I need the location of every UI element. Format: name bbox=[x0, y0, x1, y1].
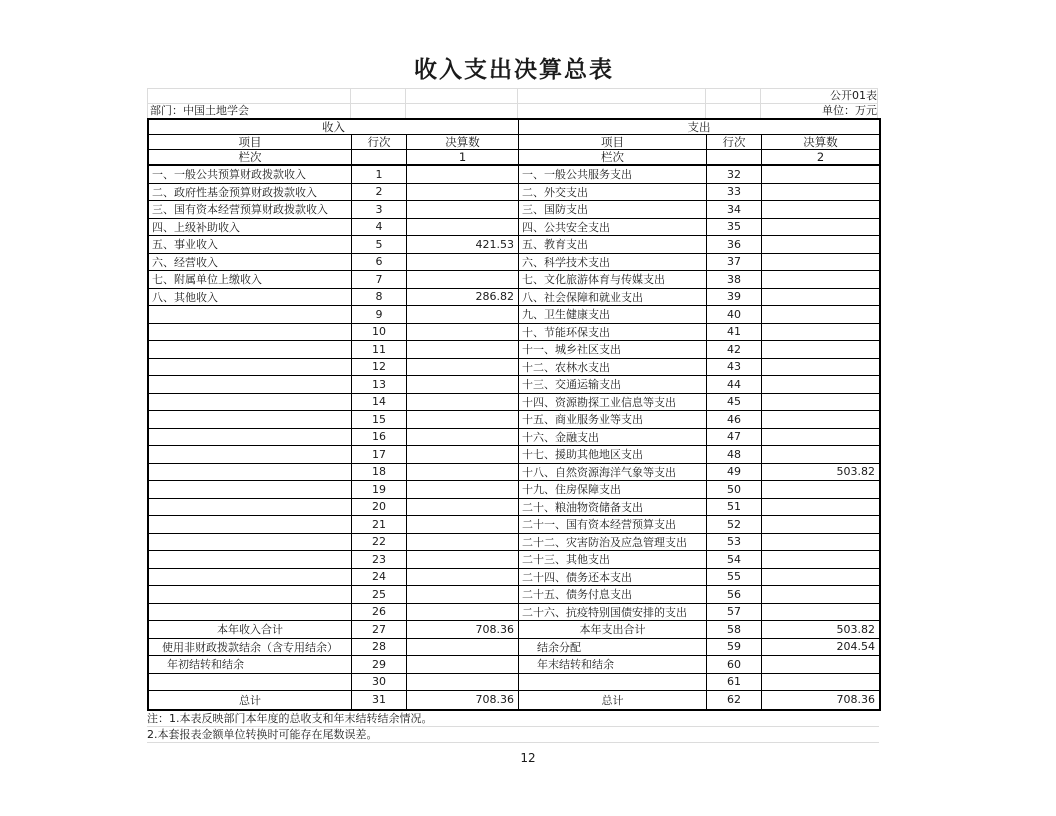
income-line-no-cell: 21 bbox=[352, 516, 407, 534]
expenditure-amount-cell bbox=[762, 516, 879, 534]
expenditure-line-no-cell: 53 bbox=[707, 534, 762, 552]
income-item-cell bbox=[149, 324, 352, 342]
income-amount-cell bbox=[407, 376, 519, 394]
expenditure-item-cell: 十三、交通运输支出 bbox=[519, 376, 707, 394]
expenditure-item-cell: 二十一、国有资本经营预算支出 bbox=[519, 516, 707, 534]
expenditure-item-cell: 六、科学技术支出 bbox=[519, 254, 707, 272]
income-line-no-cell: 13 bbox=[352, 376, 407, 394]
income-amount-cell bbox=[407, 446, 519, 464]
income-line-no-cell: 2 bbox=[352, 184, 407, 202]
income-amount-cell bbox=[407, 219, 519, 237]
expenditure-amount-cell bbox=[762, 376, 879, 394]
expenditure-line-no-cell: 60 bbox=[707, 656, 762, 674]
expenditure-line-no-cell: 46 bbox=[707, 411, 762, 429]
expenditure-item-cell: 年末结转和结余 bbox=[519, 656, 707, 674]
expenditure-item-cell: 二、外交支出 bbox=[519, 184, 707, 202]
income-line-no-cell: 23 bbox=[352, 551, 407, 569]
income-index-blank bbox=[352, 150, 407, 166]
expenditure-index-label: 栏次 bbox=[519, 150, 707, 166]
expenditure-line-no-cell: 42 bbox=[707, 341, 762, 359]
income-amount-cell bbox=[407, 254, 519, 272]
expenditure-index-number: 2 bbox=[762, 150, 879, 166]
income-amount-cell: 708.36 bbox=[407, 621, 519, 639]
income-line-no-cell: 25 bbox=[352, 586, 407, 604]
income-amount-cell: 421.53 bbox=[407, 236, 519, 254]
expenditure-line-no-cell: 58 bbox=[707, 621, 762, 639]
income-amount-cell bbox=[407, 516, 519, 534]
expenditure-line-no-cell: 48 bbox=[707, 446, 762, 464]
income-item-cell bbox=[149, 376, 352, 394]
expenditure-line-no-cell: 59 bbox=[707, 639, 762, 657]
income-item-column-header: 项目 bbox=[149, 135, 352, 150]
expenditure-amount-cell bbox=[762, 481, 879, 499]
expenditure-amount-cell bbox=[762, 604, 879, 622]
income-item-cell bbox=[149, 516, 352, 534]
income-line-no-cell: 26 bbox=[352, 604, 407, 622]
income-amount-cell bbox=[407, 481, 519, 499]
expenditure-amount-cell bbox=[762, 341, 879, 359]
income-line-no-cell: 9 bbox=[352, 306, 407, 324]
expenditure-amount-cell bbox=[762, 551, 879, 569]
expenditure-amount-cell bbox=[762, 359, 879, 377]
income-line-no-cell: 1 bbox=[352, 166, 407, 184]
table-code-label: 公开01表 bbox=[830, 89, 877, 102]
income-line-no-cell: 30 bbox=[352, 674, 407, 692]
income-line-no-cell: 3 bbox=[352, 201, 407, 219]
income-item-cell bbox=[149, 551, 352, 569]
income-line-no-cell: 11 bbox=[352, 341, 407, 359]
income-item-cell: 一、一般公共预算财政拨款收入 bbox=[149, 166, 352, 184]
department-label: 部门：中国土地学会 bbox=[150, 104, 249, 117]
income-line-no-cell: 19 bbox=[352, 481, 407, 499]
income-section-header: 收入 bbox=[149, 120, 519, 135]
income-line-no-cell: 28 bbox=[352, 639, 407, 657]
expenditure-line-no-cell: 41 bbox=[707, 324, 762, 342]
note-line-2: 2.本套报表金额单位转换时可能存在尾数误差。 bbox=[147, 727, 879, 743]
expenditure-amount-cell: 204.54 bbox=[762, 639, 879, 657]
income-line-no-cell: 14 bbox=[352, 394, 407, 412]
expenditure-item-cell: 二十、粮油物资储备支出 bbox=[519, 499, 707, 517]
expenditure-item-cell: 三、国防支出 bbox=[519, 201, 707, 219]
expenditure-amount-cell bbox=[762, 429, 879, 447]
income-item-cell bbox=[149, 534, 352, 552]
income-item-cell bbox=[149, 411, 352, 429]
expenditure-item-cell: 九、卫生健康支出 bbox=[519, 306, 707, 324]
income-amount-cell bbox=[407, 341, 519, 359]
income-item-cell bbox=[149, 359, 352, 377]
expenditure-item-cell: 八、社会保障和就业支出 bbox=[519, 289, 707, 307]
income-index-label: 栏次 bbox=[149, 150, 352, 166]
expenditure-index-blank bbox=[707, 150, 762, 166]
income-item-cell bbox=[149, 446, 352, 464]
income-line-no-cell: 7 bbox=[352, 271, 407, 289]
income-item-cell: 二、政府性基金预算财政拨款收入 bbox=[149, 184, 352, 202]
income-amount-cell bbox=[407, 429, 519, 447]
expenditure-item-cell: 二十五、债务付息支出 bbox=[519, 586, 707, 604]
income-amount-cell bbox=[407, 639, 519, 657]
expenditure-line-no-cell: 62 bbox=[707, 691, 762, 709]
income-amount-cell bbox=[407, 306, 519, 324]
expenditure-item-cell: 一、一般公共服务支出 bbox=[519, 166, 707, 184]
income-line-no-cell: 6 bbox=[352, 254, 407, 272]
income-line-no-cell: 29 bbox=[352, 656, 407, 674]
income-amount-cell bbox=[407, 166, 519, 184]
expenditure-amount-cell bbox=[762, 534, 879, 552]
income-item-cell bbox=[149, 429, 352, 447]
income-item-cell: 八、其他收入 bbox=[149, 289, 352, 307]
income-item-cell bbox=[149, 569, 352, 587]
expenditure-line-no-cell: 47 bbox=[707, 429, 762, 447]
income-line-no-cell: 4 bbox=[352, 219, 407, 237]
table-notes bbox=[147, 711, 879, 743]
income-item-cell bbox=[149, 586, 352, 604]
expenditure-item-cell: 十二、农林水支出 bbox=[519, 359, 707, 377]
income-amount-cell bbox=[407, 569, 519, 587]
income-line-no-cell: 22 bbox=[352, 534, 407, 552]
income-amount-column-header: 决算数 bbox=[407, 135, 519, 150]
income-line-no-cell: 15 bbox=[352, 411, 407, 429]
expenditure-amount-cell bbox=[762, 394, 879, 412]
expenditure-item-cell: 二十四、债务还本支出 bbox=[519, 569, 707, 587]
expenditure-item-cell: 十六、金融支出 bbox=[519, 429, 707, 447]
expenditure-item-cell: 五、教育支出 bbox=[519, 236, 707, 254]
income-line-no-cell: 10 bbox=[352, 324, 407, 342]
income-line-no-cell: 16 bbox=[352, 429, 407, 447]
income-item-cell: 四、上级补助收入 bbox=[149, 219, 352, 237]
income-item-cell: 三、国有资本经营预算财政拨款收入 bbox=[149, 201, 352, 219]
expenditure-amount-cell bbox=[762, 219, 879, 237]
income-line-no-cell: 8 bbox=[352, 289, 407, 307]
expenditure-line-no-cell: 44 bbox=[707, 376, 762, 394]
expenditure-item-cell: 十八、自然资源海洋气象等支出 bbox=[519, 464, 707, 482]
expenditure-item-cell: 二十三、其他支出 bbox=[519, 551, 707, 569]
income-amount-cell bbox=[407, 324, 519, 342]
income-item-cell: 本年收入合计 bbox=[149, 621, 352, 639]
revenue-expenditure-summary-table bbox=[147, 118, 881, 711]
expenditure-item-column-header: 项目 bbox=[519, 135, 707, 150]
expenditure-amount-cell bbox=[762, 289, 879, 307]
expenditure-line-no-cell: 32 bbox=[707, 166, 762, 184]
income-amount-cell bbox=[407, 499, 519, 517]
expenditure-amount-cell bbox=[762, 254, 879, 272]
expenditure-line-no-cell: 37 bbox=[707, 254, 762, 272]
expenditure-item-cell: 十九、住房保障支出 bbox=[519, 481, 707, 499]
expenditure-line-no-cell: 40 bbox=[707, 306, 762, 324]
income-line-no-cell: 12 bbox=[352, 359, 407, 377]
expenditure-line-no-cell: 36 bbox=[707, 236, 762, 254]
income-line-no-cell: 18 bbox=[352, 464, 407, 482]
expenditure-item-cell: 二十二、灾害防治及应急管理支出 bbox=[519, 534, 707, 552]
income-amount-cell bbox=[407, 464, 519, 482]
expenditure-line-no-cell: 45 bbox=[707, 394, 762, 412]
expenditure-amount-cell bbox=[762, 569, 879, 587]
expenditure-amount-column-header: 决算数 bbox=[762, 135, 879, 150]
income-item-cell bbox=[149, 481, 352, 499]
income-item-cell bbox=[149, 341, 352, 359]
income-amount-cell bbox=[407, 586, 519, 604]
unit-label: 单位：万元 bbox=[822, 104, 877, 117]
income-amount-cell bbox=[407, 184, 519, 202]
expenditure-section-header: 支出 bbox=[519, 120, 879, 135]
income-line-no-cell: 27 bbox=[352, 621, 407, 639]
expenditure-line-no-cell: 55 bbox=[707, 569, 762, 587]
income-line-no-cell: 20 bbox=[352, 499, 407, 517]
expenditure-item-cell: 二十六、抗疫特别国债安排的支出 bbox=[519, 604, 707, 622]
expenditure-line-no-cell: 43 bbox=[707, 359, 762, 377]
income-amount-cell bbox=[407, 411, 519, 429]
page-title: 收入支出决算总表 bbox=[414, 57, 614, 83]
expenditure-line-no-cell: 56 bbox=[707, 586, 762, 604]
income-amount-cell bbox=[407, 359, 519, 377]
income-amount-cell bbox=[407, 656, 519, 674]
expenditure-amount-cell bbox=[762, 236, 879, 254]
expenditure-line-no-cell: 51 bbox=[707, 499, 762, 517]
income-amount-cell bbox=[407, 534, 519, 552]
expenditure-item-cell: 四、公共安全支出 bbox=[519, 219, 707, 237]
income-amount-cell bbox=[407, 551, 519, 569]
expenditure-item-cell: 十四、资源勘探工业信息等支出 bbox=[519, 394, 707, 412]
expenditure-item-cell: 七、文化旅游体育与传媒支出 bbox=[519, 271, 707, 289]
income-amount-cell bbox=[407, 271, 519, 289]
income-amount-cell bbox=[407, 201, 519, 219]
expenditure-amount-cell bbox=[762, 324, 879, 342]
income-item-cell: 年初结转和结余 bbox=[149, 656, 352, 674]
income-amount-cell: 708.36 bbox=[407, 691, 519, 709]
income-amount-cell bbox=[407, 674, 519, 692]
expenditure-item-cell: 十七、援助其他地区支出 bbox=[519, 446, 707, 464]
expenditure-line-no-cell: 50 bbox=[707, 481, 762, 499]
expenditure-item-cell: 十、节能环保支出 bbox=[519, 324, 707, 342]
income-item-cell bbox=[149, 499, 352, 517]
expenditure-line-no-cell: 39 bbox=[707, 289, 762, 307]
income-item-cell: 总计 bbox=[149, 691, 352, 709]
expenditure-amount-cell bbox=[762, 586, 879, 604]
note-line-1: 注：1.本表反映部门本年度的总收支和年末结转结余情况。 bbox=[147, 711, 879, 727]
expenditure-item-cell bbox=[519, 674, 707, 692]
expenditure-item-cell: 十一、城乡社区支出 bbox=[519, 341, 707, 359]
expenditure-amount-cell bbox=[762, 656, 879, 674]
expenditure-line-no-cell: 61 bbox=[707, 674, 762, 692]
expenditure-line-no-cell: 35 bbox=[707, 219, 762, 237]
expenditure-amount-cell bbox=[762, 201, 879, 219]
expenditure-amount-cell bbox=[762, 184, 879, 202]
income-item-cell: 七、附属单位上缴收入 bbox=[149, 271, 352, 289]
income-item-cell bbox=[149, 604, 352, 622]
expenditure-amount-cell bbox=[762, 411, 879, 429]
income-item-cell bbox=[149, 464, 352, 482]
expenditure-line-no-cell: 49 bbox=[707, 464, 762, 482]
expenditure-line-no-cell: 52 bbox=[707, 516, 762, 534]
expenditure-amount-cell bbox=[762, 446, 879, 464]
income-item-cell bbox=[149, 306, 352, 324]
income-line-no-column-header: 行次 bbox=[352, 135, 407, 150]
income-item-cell: 五、事业收入 bbox=[149, 236, 352, 254]
expenditure-amount-cell: 708.36 bbox=[836, 693, 875, 707]
expenditure-item-cell: 总计 bbox=[519, 691, 707, 709]
expenditure-amount-cell: 503.82 bbox=[762, 621, 879, 639]
expenditure-line-no-cell: 57 bbox=[707, 604, 762, 622]
income-line-no-cell: 24 bbox=[352, 569, 407, 587]
income-item-cell: 六、经营收入 bbox=[149, 254, 352, 272]
expenditure-amount-cell bbox=[762, 271, 879, 289]
income-item-cell bbox=[149, 674, 352, 692]
expenditure-line-no-cell: 54 bbox=[707, 551, 762, 569]
expenditure-amount-cell bbox=[762, 674, 879, 692]
income-item-cell bbox=[149, 394, 352, 412]
expenditure-item-cell: 结余分配 bbox=[519, 639, 707, 657]
expenditure-amount-cell bbox=[762, 499, 879, 517]
expenditure-amount-cell: 503.82 bbox=[762, 464, 879, 482]
income-line-no-cell: 5 bbox=[352, 236, 407, 254]
expenditure-line-no-cell: 34 bbox=[707, 201, 762, 219]
expenditure-line-no-column-header: 行次 bbox=[707, 135, 762, 150]
income-amount-cell bbox=[407, 394, 519, 412]
expenditure-item-cell: 本年支出合计 bbox=[519, 621, 707, 639]
income-line-no-cell: 31 bbox=[352, 691, 407, 709]
expenditure-amount-cell bbox=[762, 306, 879, 324]
income-index-number: 1 bbox=[407, 150, 519, 166]
income-line-no-cell: 17 bbox=[352, 446, 407, 464]
income-amount-cell: 286.82 bbox=[407, 289, 519, 307]
income-amount-cell bbox=[407, 604, 519, 622]
expenditure-line-no-cell: 38 bbox=[707, 271, 762, 289]
income-item-cell: 使用非财政拨款结余（含专用结余） bbox=[149, 639, 352, 657]
expenditure-line-no-cell: 33 bbox=[707, 184, 762, 202]
expenditure-amount-cell bbox=[762, 166, 879, 184]
page-number: 12 bbox=[520, 751, 536, 765]
expenditure-item-cell: 十五、商业服务业等支出 bbox=[519, 411, 707, 429]
